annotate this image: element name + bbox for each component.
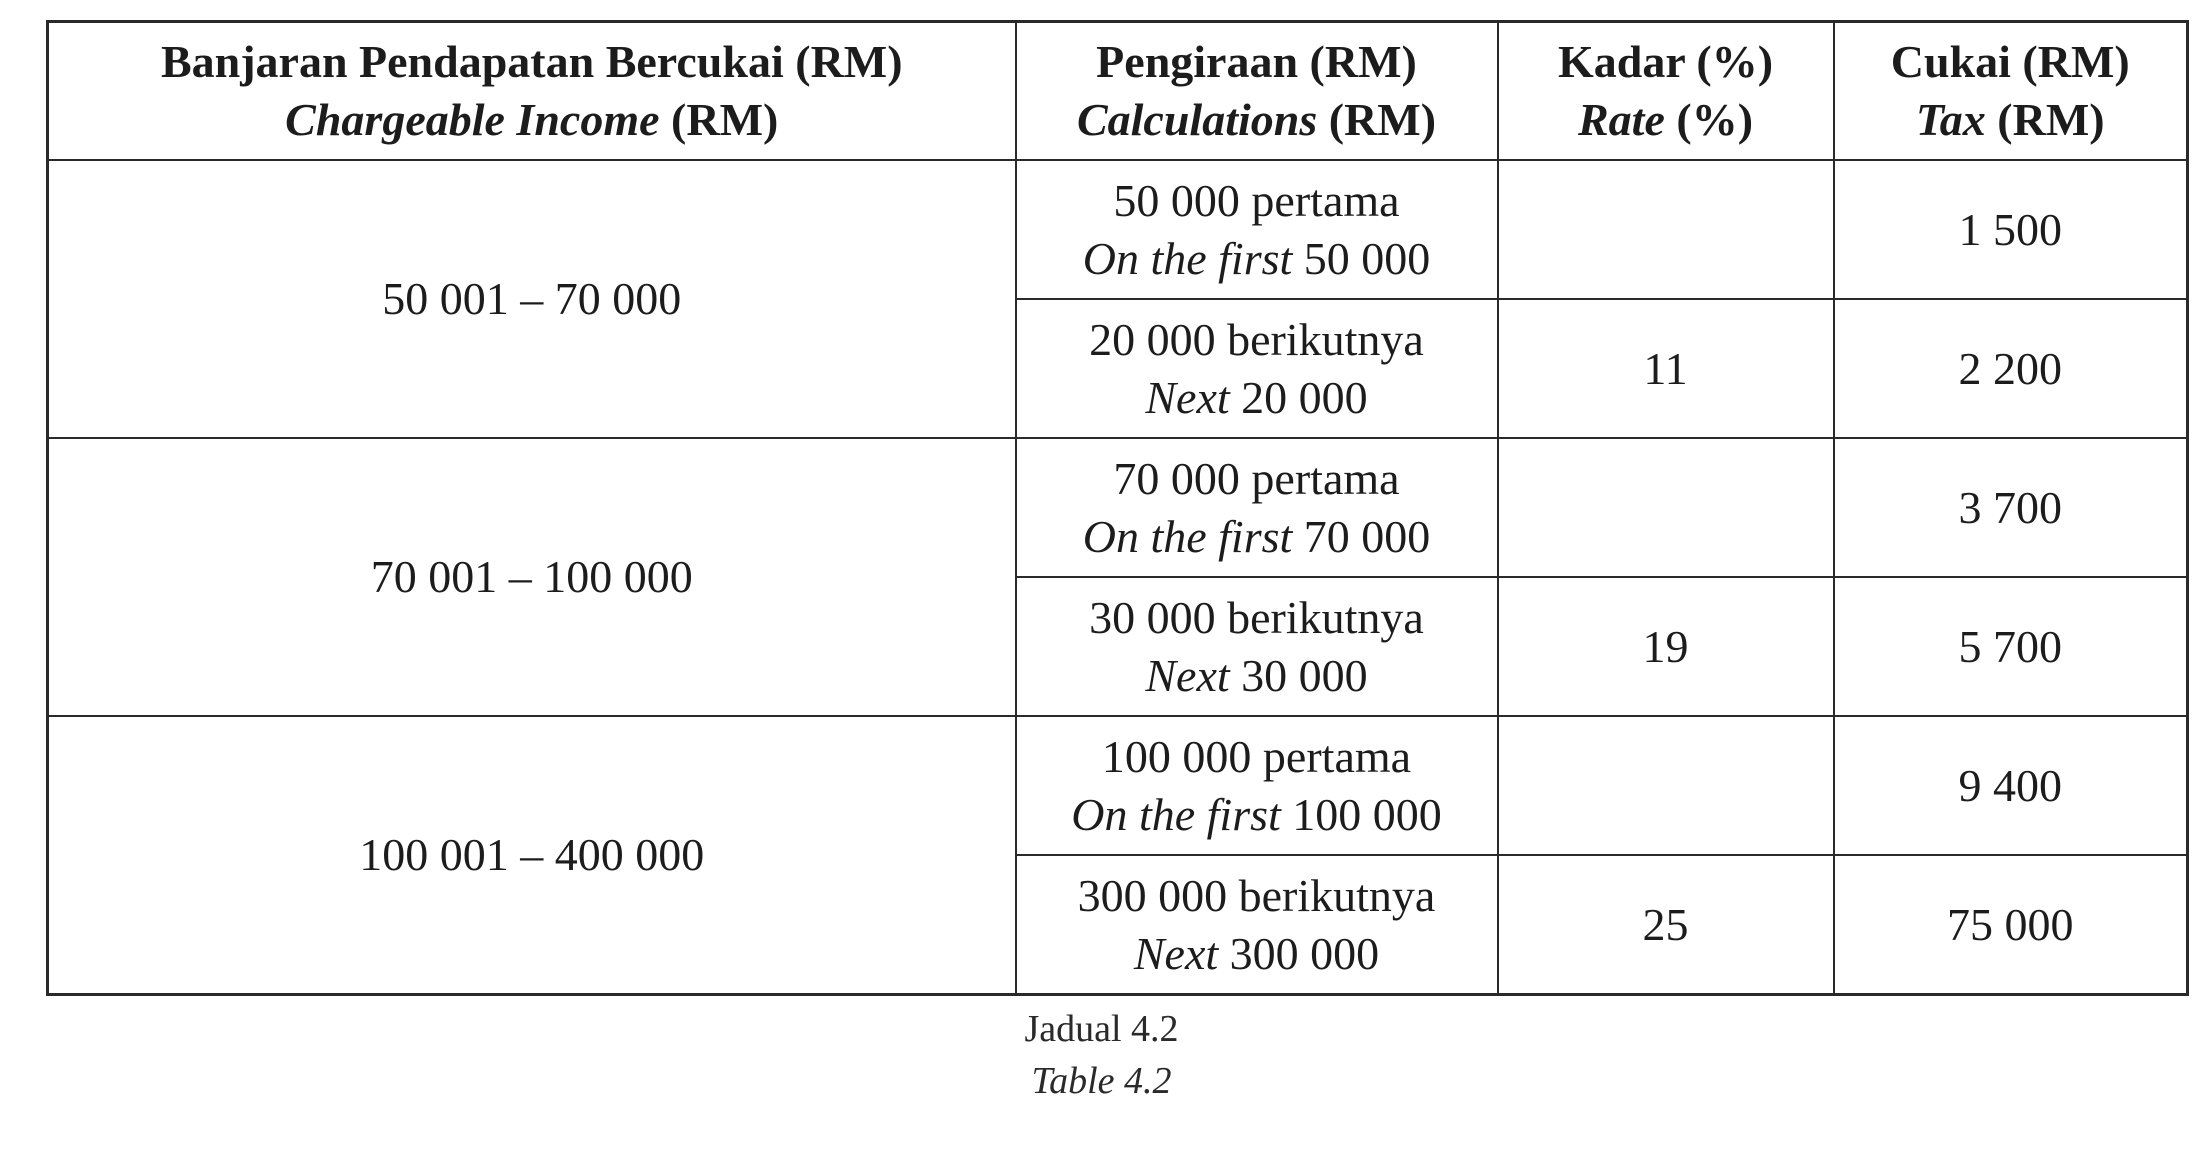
tax-cell: 3 700 [1834,438,2188,577]
income-range-cell: 50 001 – 70 000 [48,160,1016,438]
calculation-cell [1016,299,1498,438]
table-row [48,438,2188,577]
calculation-main: 50 000 pertama [1113,174,1400,226]
calculation-sub: Next 300 000 [1133,927,1380,979]
calculation-main: 300 000 berikutnya [1077,869,1436,921]
calculation-main: 100 000 pertama [1101,730,1412,782]
tax-table-container [46,20,2186,996]
tax-cell: 5 700 [1834,577,2188,716]
calculation-sub: On the first 100 000 [1071,788,1442,840]
header-main-label: Banjaran Pendapatan Bercukai (RM) [160,36,903,87]
header-chargeable-income [48,22,1016,161]
income-range-cell: 70 001 – 100 000 [48,438,1016,716]
header-calculations [1016,22,1498,161]
calculation-cell [1016,855,1498,995]
table-caption [0,1003,2203,1107]
header-main-label: Cukai (RM) [1890,36,2130,87]
header-sub-label: Tax (RM) [1915,94,2105,145]
caption-english: Table 4.2 [1031,1060,1172,1102]
calculation-sub: Next 20 000 [1145,371,1368,423]
table-row [48,716,2188,855]
calculation-main: 20 000 berikutnya [1089,313,1424,365]
header-main-label: Pengiraan (RM) [1096,36,1417,87]
tax-cell: 75 000 [1834,855,2188,995]
table-header-row [48,22,2188,161]
calculation-cell [1016,716,1498,855]
calculation-sub: On the first 70 000 [1082,510,1431,562]
rate-cell: 11 [1498,299,1834,438]
rate-cell: 19 [1498,577,1834,716]
calculation-sub: On the first 50 000 [1082,232,1431,284]
rate-cell [1498,438,1834,577]
header-main-label: Kadar (%) [1557,36,1774,87]
header-rate [1498,22,1834,161]
tax-cell: 2 200 [1834,299,2188,438]
income-range-cell: 100 001 – 400 000 [48,716,1016,995]
calculation-main: 30 000 berikutnya [1089,591,1424,643]
calculation-cell [1016,160,1498,299]
calculation-cell [1016,438,1498,577]
header-sub-label: Chargeable Income (RM) [285,94,779,145]
calculation-sub: Next 30 000 [1145,649,1368,701]
header-tax [1834,22,2188,161]
tax-rate-table [46,20,2189,996]
header-sub-label: Calculations (RM) [1076,94,1437,145]
tax-cell: 1 500 [1834,160,2188,299]
rate-cell [1498,160,1834,299]
rate-cell: 25 [1498,855,1834,995]
rate-cell [1498,716,1834,855]
calculation-cell [1016,577,1498,716]
calculation-main: 70 000 pertama [1113,452,1400,504]
tax-cell: 9 400 [1834,716,2188,855]
table-row [48,160,2188,299]
header-sub-label: Rate (%) [1577,94,1754,145]
caption-malay: Jadual 4.2 [1024,1008,1179,1050]
